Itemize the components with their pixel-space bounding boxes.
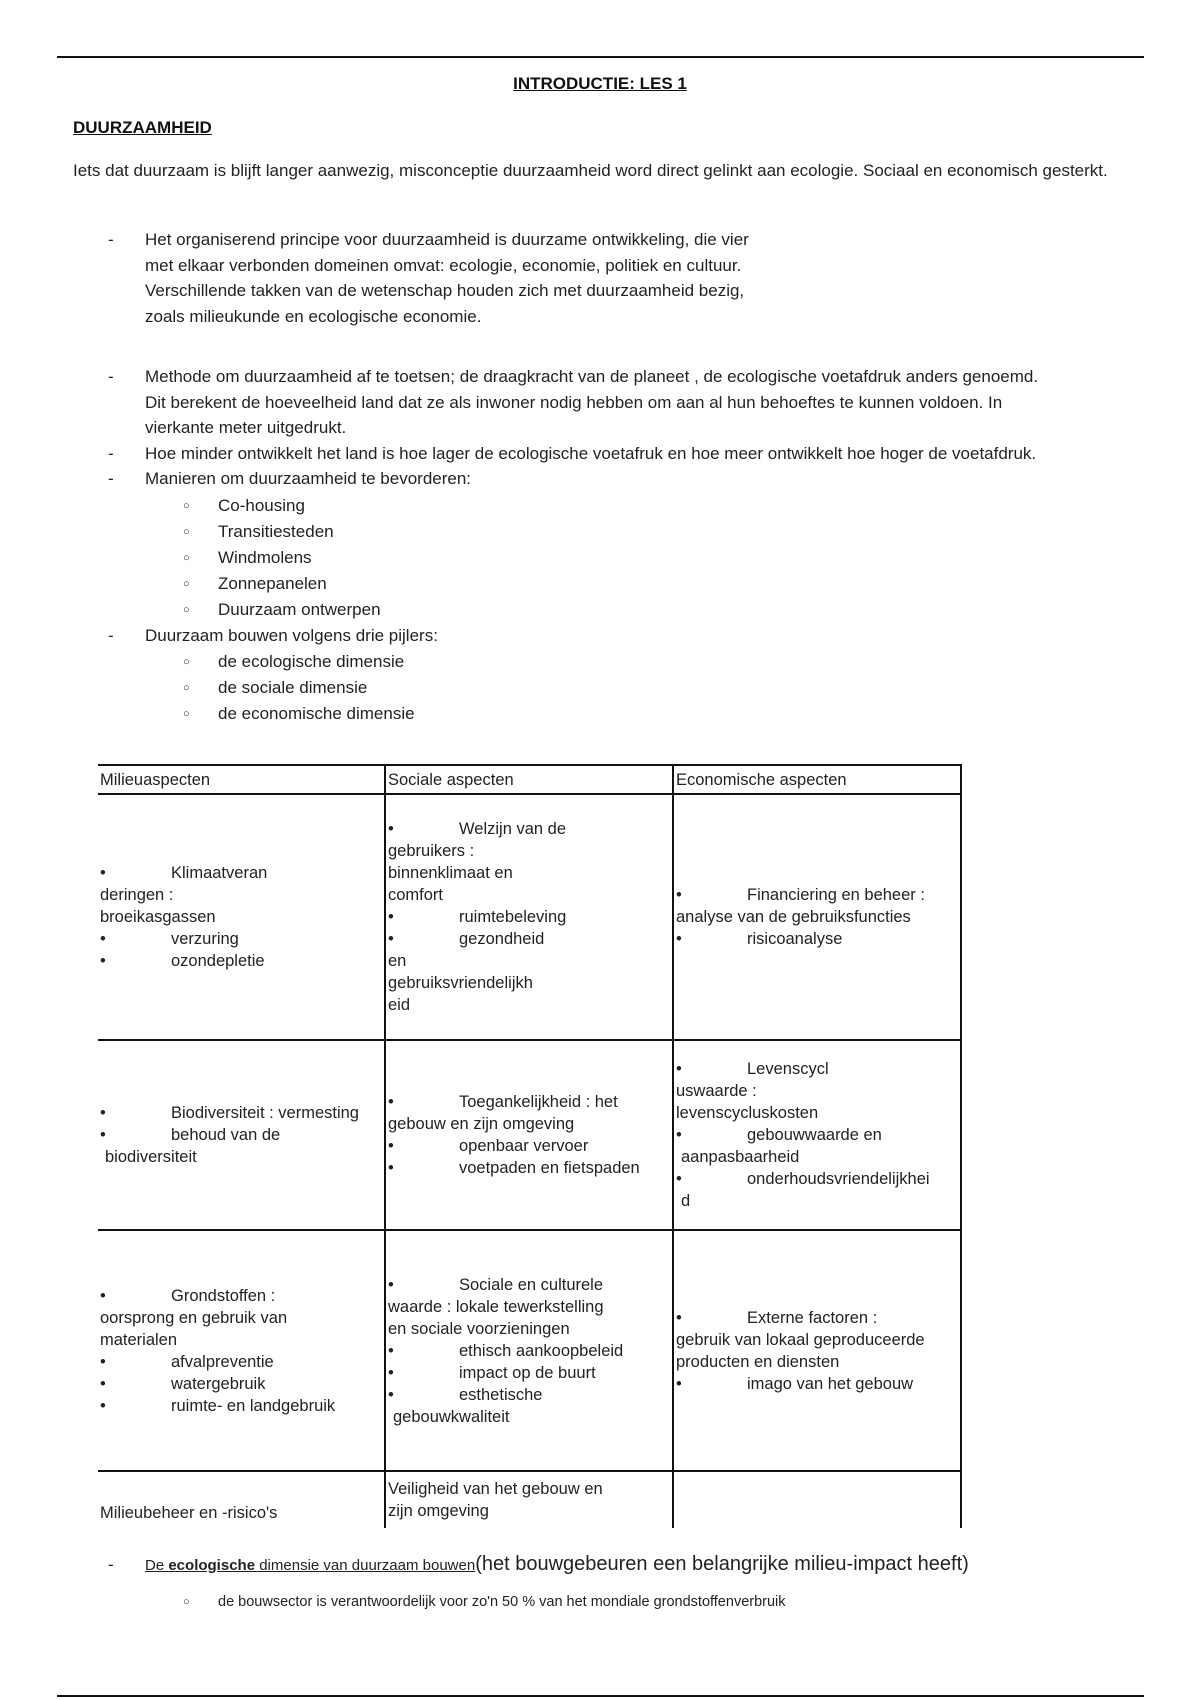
ecological-sublist	[145, 1580, 969, 1624]
bullet-ecological-dimension: - De ecologische dimensie van duurzaam bouwen(het bouwgebeuren een belangrijke milieu-impact heeft) ○ de bouwsector is verantwoordelijk voor zo'n 50 % van het mondiale grondstoffenverbruik	[108, 1552, 969, 1624]
bullet-pillars: - Duurzaam bouwen volgens drie pijlers: ○ de ecologische dimensie ○ de sociale dimensie ○ de economische dimensie	[108, 623, 1038, 728]
list-item: ○ Windmolens	[145, 545, 1038, 571]
list-item: ○ de bouwsector is verantwoordelijk voor zo'n 50 % van het mondiale grondstoffenverbruik	[145, 1580, 969, 1624]
pillars-sublist	[145, 649, 1038, 727]
bullet-promote: - Manieren om duurzaamheid te bevorderen: ○ Co-housing ○ Transitiesteden ○ Windmolens ○ Zonnepanelen ○ Duurzaam ontwerpen	[108, 466, 1038, 623]
top-rule	[57, 56, 1144, 58]
table-header-row	[98, 765, 961, 794]
aspects-table	[98, 764, 962, 1528]
bullet-development: - Hoe minder ontwikkelt het land is hoe lager de ecologische voetafruk en hoe meer ontwikkelt hoe hoger de voetafdruk.	[108, 441, 1038, 467]
table-cell: • Externe factoren : gebruik van lokaal geproduceerde producten en diensten • imago van het gebouw	[673, 1230, 961, 1471]
list-item: ○ de economische dimensie	[145, 701, 1038, 727]
header-milieu: Milieuaspecten	[98, 765, 385, 794]
table-cell: • Financiering en beheer : analyse van de gebruiksfuncties • risicoanalyse	[673, 794, 961, 1040]
table-cell: • Grondstoffen : oorsprong en gebruik van materialen • afvalpreventie • watergebruik • ruimte- en landgebruik	[98, 1230, 385, 1471]
table-cell: • Levenscycl uswaarde : levenscycluskosten • gebouwwaarde en aanpasbaarheid • onderhoudsvriendelijkhei d	[673, 1040, 961, 1230]
list-item: ○ de ecologische dimensie	[145, 649, 1038, 675]
table-row	[98, 794, 961, 1040]
table-cell: Veiligheid van het gebouw en zijn omgeving	[385, 1471, 673, 1528]
bottom-rule	[57, 1695, 1144, 1697]
table-cell	[673, 1471, 961, 1528]
list-item: ○ Zonnepanelen	[145, 571, 1038, 597]
ecological-dimension-list	[108, 1552, 969, 1624]
table-cell: • Welzijn van de gebruikers : binnenklimaat en comfort • ruimtebeleving • gezondheid en gebruiksvriendelijkh eid	[385, 794, 673, 1040]
bullet-principle: - Het organiserend principe voor duurzaamheid is duurzame ontwikkeling, die vier met elkaar verbonden domeinen omvat: ecologie, economie, politiek en cultuur. Verschillende takken van de wetenschap houden zich met duurzaamheid bezig, zoals milieukunde en ecologische economie.	[108, 227, 749, 329]
table-row	[98, 1471, 961, 1528]
list-item: ○ de sociale dimensie	[145, 675, 1038, 701]
table-row	[98, 1230, 961, 1471]
header-sociaal: Sociale aspecten	[385, 765, 673, 794]
intro-paragraph: Iets dat duurzaam is blijft langer aanwezig, misconceptie duurzaamheid word direct gelinkt aan ecologie. Sociaal en economisch gesterkt.	[73, 161, 1108, 180]
header-economisch: Economische aspecten	[673, 765, 961, 794]
table-cell: • Sociale en culturele waarde : lokale tewerkstelling en sociale voorzieningen • ethisch aankoopbeleid • impact op de buurt • esthetische gebouwkwaliteit	[385, 1230, 673, 1471]
promote-sublist	[145, 493, 1038, 623]
table-row	[98, 1040, 961, 1230]
list-item: ○ Duurzaam ontwerpen	[145, 597, 1038, 623]
bullet-list-1	[108, 227, 749, 329]
list-item: ○ Co-housing	[145, 493, 1038, 519]
section-heading: DUURZAAMHEID	[73, 118, 212, 137]
table-cell: Milieubeheer en -risico's	[100, 1504, 278, 1522]
list-item: ○ Transitiesteden	[145, 519, 1038, 545]
page-title: INTRODUCTIE: LES 1	[513, 74, 687, 93]
bullet-method: - Methode om duurzaamheid af te toetsen; de draagkracht van de planeet , de ecologische voetafdruk anders genoemd. Dit berekent de hoeveelheid land dat ze als inwoner nodig hebben om aan al hun behoeftes te kunnen voldoen. In vierkante meter uitgedrukt.	[108, 364, 1038, 441]
table-cell: • Klimaatveran deringen : broeikasgassen • verzuring • ozondepletie	[98, 794, 385, 1040]
bullet-list-2	[108, 364, 1038, 727]
table-cell: • Toegankelijkheid : het gebouw en zijn omgeving • openbaar vervoer • voetpaden en fietspaden	[385, 1040, 673, 1230]
table-cell: • Biodiversiteit : vermesting • behoud van de biodiversiteit	[98, 1040, 385, 1230]
